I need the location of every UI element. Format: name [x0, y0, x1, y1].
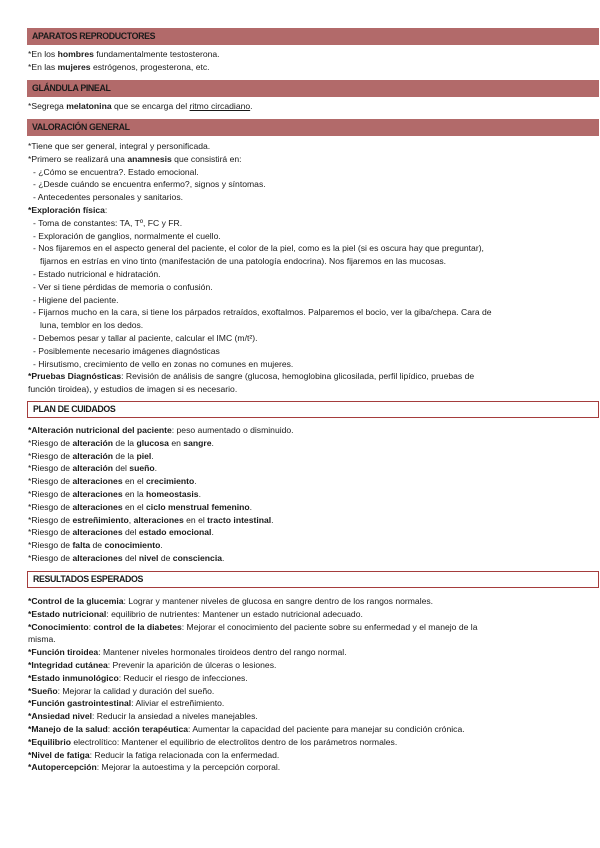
- list-item: *Ansiedad nivel: Reducir la ansiedad a niveles manejables.: [28, 711, 258, 722]
- list-item-continuation: luna, temblor en los dedos.: [40, 320, 144, 331]
- list-item: *Estado nutricional: equilibrio de nutrientes: Mantener un estado nutricional adecuado.: [28, 608, 363, 619]
- list-item-continuation: fijarnos en estrías en vino tinto (manifestación de una patología endocrina). Nos fijaremos en las mucosas.: [40, 256, 447, 267]
- section-header-glandula: GLÁNDULA PINEAL: [27, 80, 599, 97]
- list-item: *Riesgo de alteraciones en el ciclo menstrual femenino.: [28, 501, 253, 512]
- text-line: *Pruebas Diagnósticas: Revisión de análisis de sangre (glucosa, hemoglobina glicosilada, perfil lipídico, pruebas de: [28, 371, 475, 382]
- list-item-continuation: misma.: [28, 634, 56, 645]
- list-item: *Riesgo de alteraciones en la homeostasis.: [28, 488, 201, 499]
- section-header-plan: PLAN DE CUIDADOS: [27, 401, 599, 418]
- list-item: *Riesgo de alteración de la piel.: [28, 450, 154, 461]
- list-item: - Exploración de ganglios, normalmente el cuello.: [33, 230, 221, 241]
- list-item: *Alteración nutricional del paciente: peso aumentado o disminuido.: [28, 425, 294, 435]
- text-line: *Tiene que ser general, integral y personificada.: [28, 141, 211, 151]
- text-line: *Primero se realizará una anamnesis que consistirá en:: [28, 153, 242, 164]
- list-item: *Nivel de fatiga: Reducir la fatiga relacionada con la enfermedad.: [28, 749, 280, 760]
- section-body-glandula: [28, 100, 576, 113]
- list-item: *Riesgo de alteración del sueño.: [28, 463, 157, 474]
- list-item: *Integridad cutánea: Prevenir la aparición de úlceras o lesiones.: [28, 659, 277, 670]
- list-item: *Manejo de la salud: acción terapéutica: Aumentar la capacidad del paciente para manejar su condición crónica.: [28, 723, 465, 734]
- list-item: - Ver si tiene pérdidas de memoria o confusión.: [33, 281, 213, 292]
- text-line: función tiroidea), y estudios de imagen si es necesario.: [28, 384, 238, 395]
- list-item: *Riesgo de falta de conocimiento.: [28, 540, 163, 551]
- list-item: - Estado nutricional e hidratación.: [33, 268, 161, 279]
- list-item: *Riesgo de alteraciones en el crecimiento.: [28, 476, 197, 487]
- text-line: *En los hombres fundamentalmente testosterona.: [28, 49, 220, 59]
- section-body-resultados: [28, 595, 576, 774]
- list-item: *Conocimiento: control de la diabetes: Mejorar el conocimiento del paciente sobre su enfermedad y el manejo de la: [28, 621, 478, 632]
- list-item: *Estado inmunológico: Reducir el riesgo de infecciones.: [28, 672, 248, 683]
- list-item: - Hirsutismo, crecimiento de vello en zonas no comunes en mujeres.: [33, 358, 294, 369]
- text-line: *En las mujeres estrógenos, progesterona, etc.: [28, 61, 210, 72]
- section-header-resultados: RESULTADOS ESPERADOS: [27, 571, 599, 588]
- list-item: - Posiblemente necesario imágenes diagnósticas: [33, 345, 220, 356]
- section-body-valoracion: [28, 140, 576, 396]
- list-item: *Riesgo de estreñimiento, alteraciones en el tracto intestinal.: [28, 514, 274, 525]
- list-item: - ¿Cómo se encuentra?. Estado emocional.: [33, 166, 199, 177]
- text-line: *Exploración física:: [28, 204, 108, 215]
- section-body-plan: [28, 424, 576, 565]
- section-body-aparatos: [28, 48, 576, 74]
- text-line: *Segrega melatonina que se encarga del ritmo circadiano.: [28, 101, 253, 111]
- section-header-aparatos: APARATOS REPRODUCTORES: [27, 28, 599, 45]
- list-item: *Equilibrio electrolítico: Mantener el equilibrio de electrolitos dentro de los parámetros normales.: [28, 736, 398, 747]
- list-item: - Nos fijaremos en el aspecto general del paciente, el color de la piel, como es la piel (si es oscura hay que preguntar),: [33, 243, 484, 254]
- underlined-term: ritmo circadiano: [189, 101, 251, 111]
- list-item: *Función tiroidea: Mantener niveles hormonales tiroideos dentro del rango normal.: [28, 647, 347, 658]
- list-item: *Riesgo de alteraciones del estado emocional.: [28, 527, 214, 538]
- list-item: *Riesgo de alteración de la glucosa en sangre.: [28, 437, 214, 448]
- list-item: - Fijarnos mucho en la cara, si tiene los párpados retraídos, exoftalmos. Palparemos el bocio, ver la giba/chepa. Cara de: [33, 307, 492, 318]
- list-item: - Debemos pesar y tallar al paciente, calcular el IMC (m/t²).: [33, 332, 258, 343]
- list-item: *Control de la glucemia: Lograr y mantener niveles de glucosa en sangre dentro de los rangos normales.: [28, 596, 434, 606]
- list-item: - Toma de constantes: TA, Tº, FC y FR.: [33, 217, 183, 228]
- list-item: *Función gastrointestinal: Aliviar el estreñimiento.: [28, 698, 225, 709]
- section-header-valoracion: VALORACIÓN GENERAL: [27, 119, 599, 136]
- list-item: - Higiene del paciente.: [33, 294, 119, 305]
- list-item: *Riesgo de alteraciones del nivel de consciencia.: [28, 552, 225, 563]
- list-item: *Sueño: Mejorar la calidad y duración del sueño.: [28, 685, 215, 696]
- list-item: - ¿Desde cuándo se encuentra enfermo?, signos y síntomas.: [33, 179, 266, 190]
- list-item: *Autopercepción: Mejorar la autoestima y la percepción corporal.: [28, 762, 281, 773]
- list-item: - Antecedentes personales y sanitarios.: [33, 192, 184, 203]
